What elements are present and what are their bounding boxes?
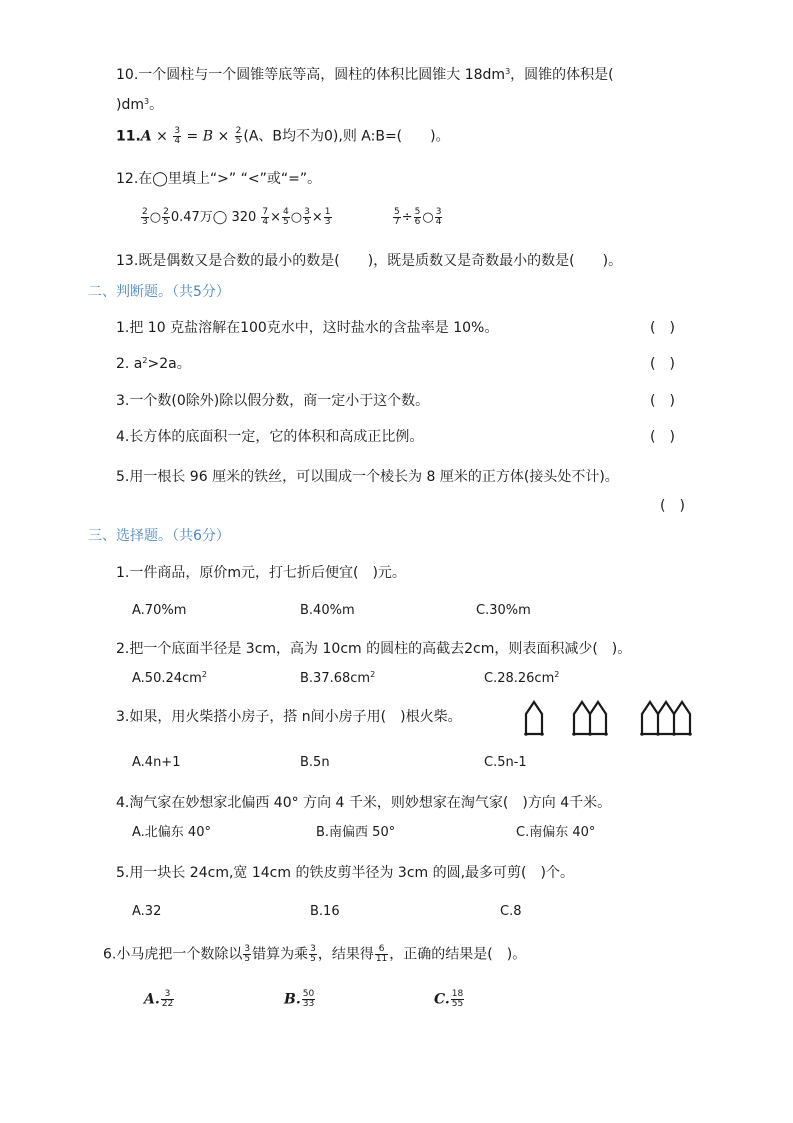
q12-e3-frac2: $\frac{4}{5}$	[283, 207, 289, 227]
judge-2-text-a: 2. a	[116, 356, 143, 372]
choice-1-option-b: B.40%m	[300, 603, 355, 618]
judge-4-bracket: ( )	[650, 429, 675, 445]
choice-3-question: 3.如果，用火柴搭小房子，搭 n间小房子用( )根火柴。	[116, 709, 462, 725]
q10-blank-unit: )dm	[116, 97, 144, 113]
q12-e1-frac2: $\frac{2}{5}$	[163, 207, 169, 227]
choice-2-option-c-exp: 2	[554, 670, 560, 679]
q12-title: 12.在◯里填上“>” “<”或“=”。	[116, 171, 322, 187]
judge-5-text: 5.用一根长 96 厘米的铁丝，可以围成一个棱长为 8 厘米的正方体(接头处不计)。	[116, 469, 619, 485]
choice-3-option-b: B.5n	[300, 755, 330, 770]
judge-2-bracket: ( )	[650, 356, 675, 372]
q12-e4-divide: ÷	[401, 210, 413, 225]
q12-e3-frac4: $\frac{1}{3}$	[324, 207, 331, 227]
choice-6-text-d: ，正确的结果是( )。	[389, 946, 527, 963]
choice-5-option-b: B.16	[310, 904, 340, 919]
choice-6-text-b: 错算为乘	[252, 946, 309, 963]
choice-3-option-c: C.5n-1	[484, 755, 527, 770]
section-2-heading: 二、判断题。（共5分）	[88, 284, 230, 300]
q10-line1	[116, 66, 614, 84]
choice-6-option-a-letter: A.	[144, 991, 160, 1008]
choice-6-frac-divisor: $\frac{3}{5}$	[244, 944, 251, 964]
choice-4-question: 4.淘气家在妙想家北偏西 40° 方向 4 千米，则妙想家在淘气家( )方向 4千米。	[116, 795, 612, 811]
judge-1-bracket: ( )	[650, 320, 675, 336]
choice-2-option-a	[132, 670, 207, 688]
q10-text-end: ，圆锥的体积是(	[510, 67, 614, 83]
choice-4-option-a: A.北偏东 40°	[132, 825, 211, 840]
choice-6-option-b	[284, 990, 316, 1009]
choice-2-option-b-text: B.37.68cm	[300, 671, 371, 686]
judge-2-exponent: 2	[142, 356, 148, 365]
q12-e1-frac1: $\frac{2}{3}$	[142, 207, 148, 227]
choice-6-text-a: 6.小马虎把一个数除以	[103, 946, 243, 963]
q11-tail: (A、B均不为0),则 A:B=( )。	[243, 128, 450, 145]
q10-text: 10.一个圆柱与一个圆锥等底等高，圆柱的体积比圆锥大 18dm	[116, 67, 506, 83]
q12-e3-times2: ×	[311, 210, 323, 225]
choice-5-option-c: C.8	[500, 904, 522, 919]
q10-unit-exponent: 3	[505, 67, 511, 76]
choice-6-option-b-frac: $\frac{50}{33}$	[302, 989, 315, 1009]
choice-6-option-c-frac: $\frac{18}{55}$	[451, 989, 464, 1009]
one-house	[526, 702, 542, 734]
q12-e4-circle: ○	[422, 210, 434, 225]
q13: 13.既是偶数又是合数的最小的数是( )，既是质数又是奇数最小的数是( )。	[116, 253, 623, 269]
q10-line2	[116, 96, 163, 114]
q12-e4-frac1: $\frac{5}{7}$	[394, 207, 400, 227]
q11-number: 11.	[116, 128, 141, 145]
choice-2-option-b	[300, 670, 375, 688]
q11-fraction-1: $\frac{3}{4}$	[174, 126, 181, 146]
choice-5-option-a: A.32	[132, 904, 162, 919]
three-houses	[642, 702, 690, 734]
q12-e1-circle: ○	[149, 210, 162, 225]
judge-2-text	[116, 355, 191, 373]
judge-5-bracket: ( )	[660, 498, 685, 514]
choice-6-option-a	[144, 990, 175, 1009]
q11-times-1: ×	[151, 128, 173, 145]
q12-e3-times1: ×	[270, 210, 282, 225]
q11-times-2: ×	[213, 128, 234, 145]
q12-e3-frac3: $\frac{3}{5}$	[304, 207, 310, 227]
judge-2-text-b: >2a。	[147, 356, 191, 372]
judge-4-text: 4.长方体的底面积一定，它的体积和高成正比例。	[116, 429, 424, 445]
choice-6-frac-multiplier: $\frac{3}{5}$	[310, 944, 316, 964]
choice-2-option-c-text: C.28.26cm	[484, 671, 555, 686]
q12-e4-frac2: $\frac{5}{6}$	[414, 207, 421, 227]
judge-1-text: 1.把 10 克盐溶解在100克水中，这时盐水的含盐率是 10%。	[116, 320, 499, 336]
section-3-heading: 三、选择题。（共6分）	[88, 528, 230, 544]
choice-2-question: 2.把一个底面半径是 3cm，高为 10cm 的圆柱的高截去2cm，则表面积减少( )。	[116, 641, 632, 657]
choice-6-option-c-letter: C.	[434, 991, 450, 1008]
q12-expression-4	[392, 208, 443, 227]
choice-2-option-a-text: A.50.24cm	[132, 671, 202, 686]
q12-e4-frac3: $\frac{3}{4}$	[435, 207, 442, 227]
q11-var-a: A	[140, 128, 152, 145]
choice-3-option-a: A.4n+1	[132, 755, 181, 770]
q12-e2: 0.47万◯ 320	[170, 210, 257, 225]
choice-4-option-c: C.南偏东 40°	[516, 825, 596, 840]
q10-unit-exponent-2: 3	[144, 97, 150, 106]
q11-var-b: B	[202, 128, 213, 145]
two-houses	[574, 702, 606, 734]
judge-3-bracket: ( )	[650, 393, 675, 409]
matchstick-houses-figure	[520, 696, 720, 740]
choice-4-option-b: B.南偏西 50°	[316, 825, 396, 840]
choice-5-question: 5.用一块长 24cm,宽 14cm 的铁皮剪半径为 3cm 的圆,最多可剪( )个。	[116, 865, 574, 881]
choice-2-option-b-exp: 2	[370, 670, 376, 679]
q12-e3-circle: ○	[290, 210, 303, 225]
q10-period: 。	[149, 97, 164, 113]
choice-6-option-b-letter: B.	[284, 991, 301, 1008]
choice-6-option-c	[434, 990, 465, 1009]
choice-6-option-a-frac: $\frac{3}{22}$	[161, 989, 174, 1009]
choice-6-frac-result: $\frac{6}{11}$	[375, 944, 388, 964]
q11-fraction-2: $\frac{2}{5}$	[235, 126, 242, 146]
choice-6-text-c: ，结果得	[317, 946, 374, 963]
choice-2-option-c	[484, 670, 559, 688]
choice-1-question: 1.一件商品，原价m元，打七折后便宜( )元。	[116, 565, 406, 581]
choice-2-option-a-exp: 2	[201, 670, 207, 679]
q12-e3-frac1: $\frac{7}{4}$	[262, 207, 269, 227]
choice-1-option-c: C.30%m	[476, 603, 531, 618]
q11	[116, 127, 450, 146]
choice-1-option-a: A.70%m	[132, 603, 187, 618]
q12-expressions	[140, 208, 333, 227]
judge-3-text: 3.一个数(0除外)除以假分数，商一定小于这个数。	[116, 393, 430, 409]
choice-6-question	[103, 945, 526, 964]
q11-equals: =	[182, 128, 203, 145]
